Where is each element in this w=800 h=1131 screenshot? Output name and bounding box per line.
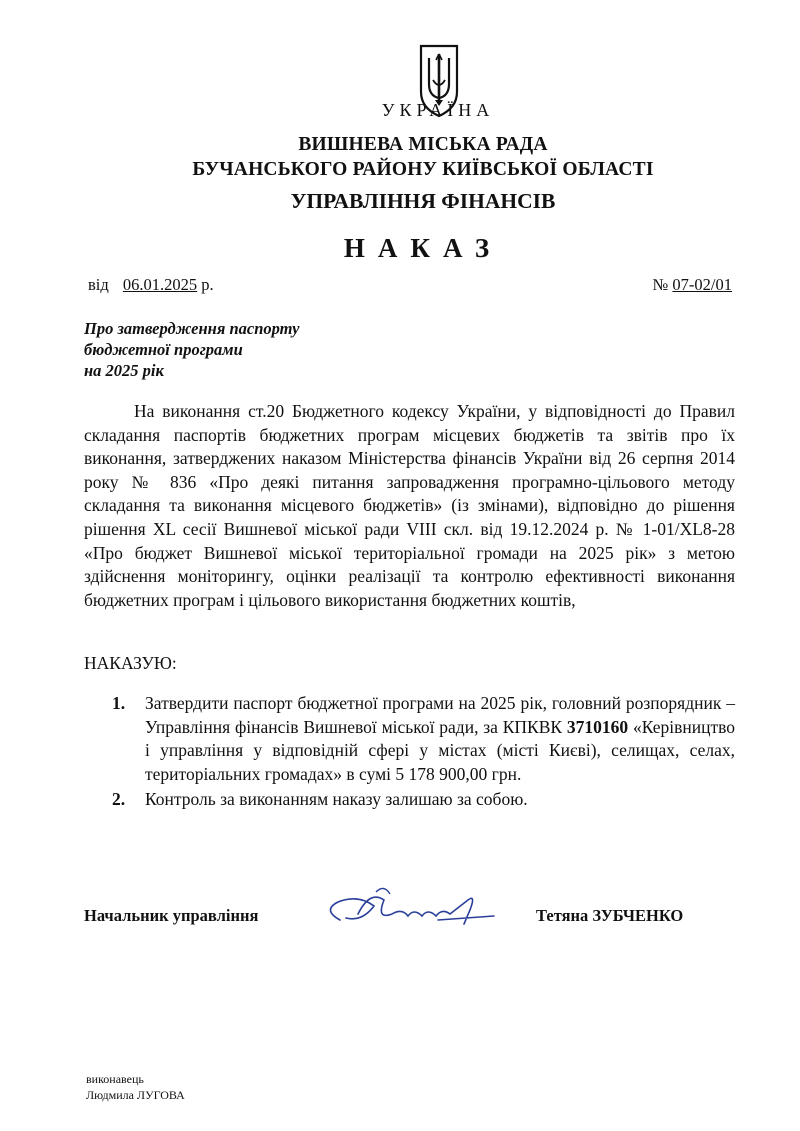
number-value: 07-02/01: [672, 275, 732, 294]
subject-line: Про затвердження паспорту: [84, 319, 300, 338]
signatory-name: Тетяна ЗУБЧЕНКО: [536, 906, 684, 925]
organization-district: БУЧАНСЬКОГО РАЙОНУ КИЇВСЬКОЇ ОБЛАСТІ: [192, 159, 654, 180]
order-word: НАКАЗУЮ:: [84, 653, 177, 673]
subject-line: бюджетної програми: [84, 340, 243, 359]
item-number: 2.: [112, 789, 126, 810]
organization-name: ВИШНЕВА МІСЬКА РАДА: [298, 134, 548, 155]
date-prefix: від: [88, 275, 109, 294]
date-value: 06.01.2025: [122, 275, 198, 294]
item-text: Затвердити паспорт бюджетної програми на 2025 рік, головний розпорядник – Управління фінансів Вишневої міської ради, за КПКВК 3710160 «Керівництво і управління у відповідній сфері у містах (місті Києві), селищах, селах, територіальних громадах» в сумі 5 178 900,00 грн.: [145, 693, 735, 784]
item-text: Контроль за виконанням наказу залишаю за собою.: [145, 789, 528, 810]
country-name: УКРАЇНА: [381, 100, 495, 120]
signatory-title: Начальник управління: [84, 906, 259, 925]
handwritten-signature: [318, 880, 498, 940]
order-date: [88, 275, 214, 295]
number-prefix: №: [652, 275, 669, 294]
department-name: УПРАВЛІННЯ ФІНАНСІВ: [290, 189, 556, 213]
order-item: [112, 692, 735, 786]
order-items: [112, 692, 735, 814]
executor-label: виконавець: [86, 1072, 144, 1086]
order-subject: [84, 318, 404, 381]
budget-code: 3710160: [566, 716, 629, 737]
executor-name: Людмила ЛУГОВА: [86, 1088, 185, 1102]
order-number: [653, 275, 732, 295]
order-item: [112, 788, 735, 812]
document-type-title: НАКАЗ: [343, 233, 503, 263]
date-suffix: р.: [201, 275, 214, 294]
preamble-paragraph: На виконання ст.20 Бюджетного кодексу України, у відповідності до Правил складання паспортів бюджетних програм місцевих бюджетів та звітів про їх виконання, затверджених наказом Міністерства фінансів України від 26 серпня 2014 року № 836 «Про деякі питання запровадження програмно-цільового методу складання та виконання місцевого бюджетів» (із змінами), відповідно до рішення рішення XL сесії Вишневої міської ради VIII скл. від 19.12.2024 р. № 1-01/XL8-28 «Про бюджет Вишневої міської територіальної громади на 2025 рік» з метою здійснення моніторингу, оцінки реалізації та контролю ефективності виконання бюджетних програм і цільового використання бюджетних коштів,: [84, 401, 735, 610]
item-number: 1.: [112, 693, 126, 713]
subject-line: на 2025 рік: [84, 361, 164, 380]
